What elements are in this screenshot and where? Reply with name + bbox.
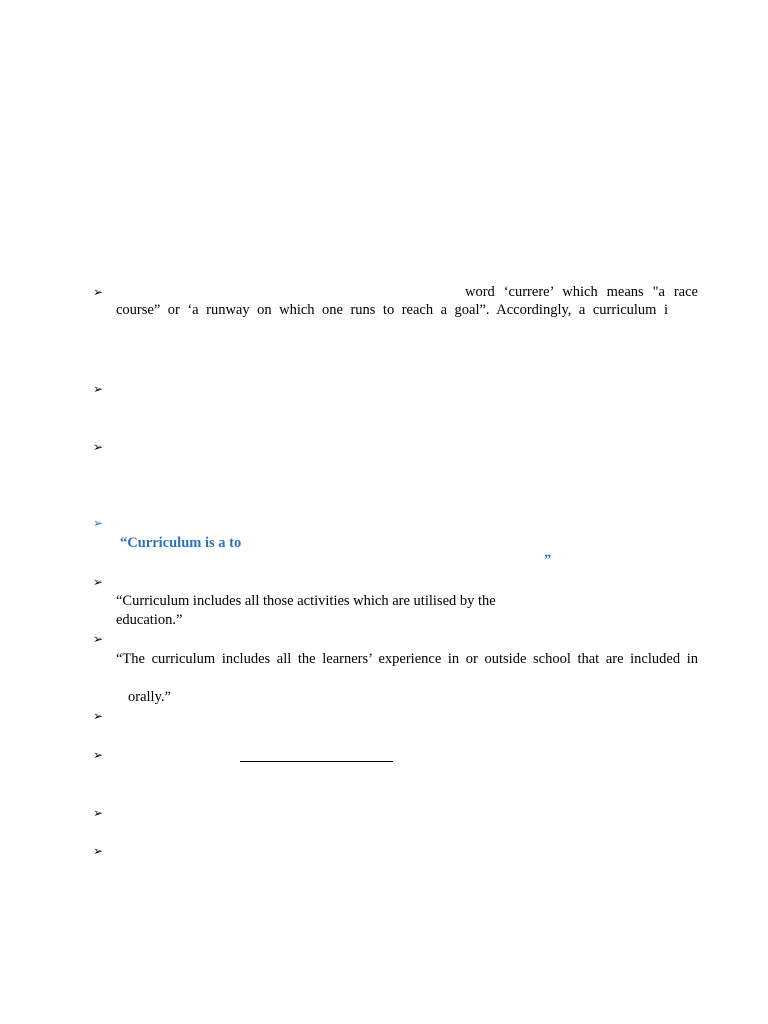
bullet-5-line-2: education.” [116, 612, 183, 628]
arrowhead-icon: ➢ [93, 806, 104, 820]
bullet-5-line-1: “Curriculum includes all those activities which are utilised by the [116, 593, 496, 609]
bullet-1-line-2: course” or ‘a runway on which one runs to reach a goal”. Accordingly, a curriculum i [116, 302, 668, 318]
arrowhead-icon: ➢ [93, 844, 104, 858]
arrowhead-icon: ➢ [93, 575, 104, 589]
bullet-6-line-2: orally.” [128, 689, 171, 705]
arrowhead-icon: ➢ [93, 516, 104, 530]
bullet-1-line-1: word ‘currere’ which means "a race [465, 284, 698, 300]
arrowhead-icon: ➢ [93, 632, 104, 646]
arrowhead-icon: ➢ [93, 709, 104, 723]
arrowhead-icon: ➢ [93, 285, 104, 299]
arrowhead-icon: ➢ [93, 748, 104, 762]
bullet-4-quote: “Curriculum is a to [120, 535, 242, 551]
arrowhead-icon: ➢ [93, 440, 104, 454]
bullet-6-line-1: “The curriculum includes all the learners’ experience in or outside school that are included in [116, 651, 698, 667]
underline-rule [240, 761, 393, 762]
bullet-4-close-quote: ” [544, 552, 552, 568]
arrowhead-icon: ➢ [93, 382, 104, 396]
